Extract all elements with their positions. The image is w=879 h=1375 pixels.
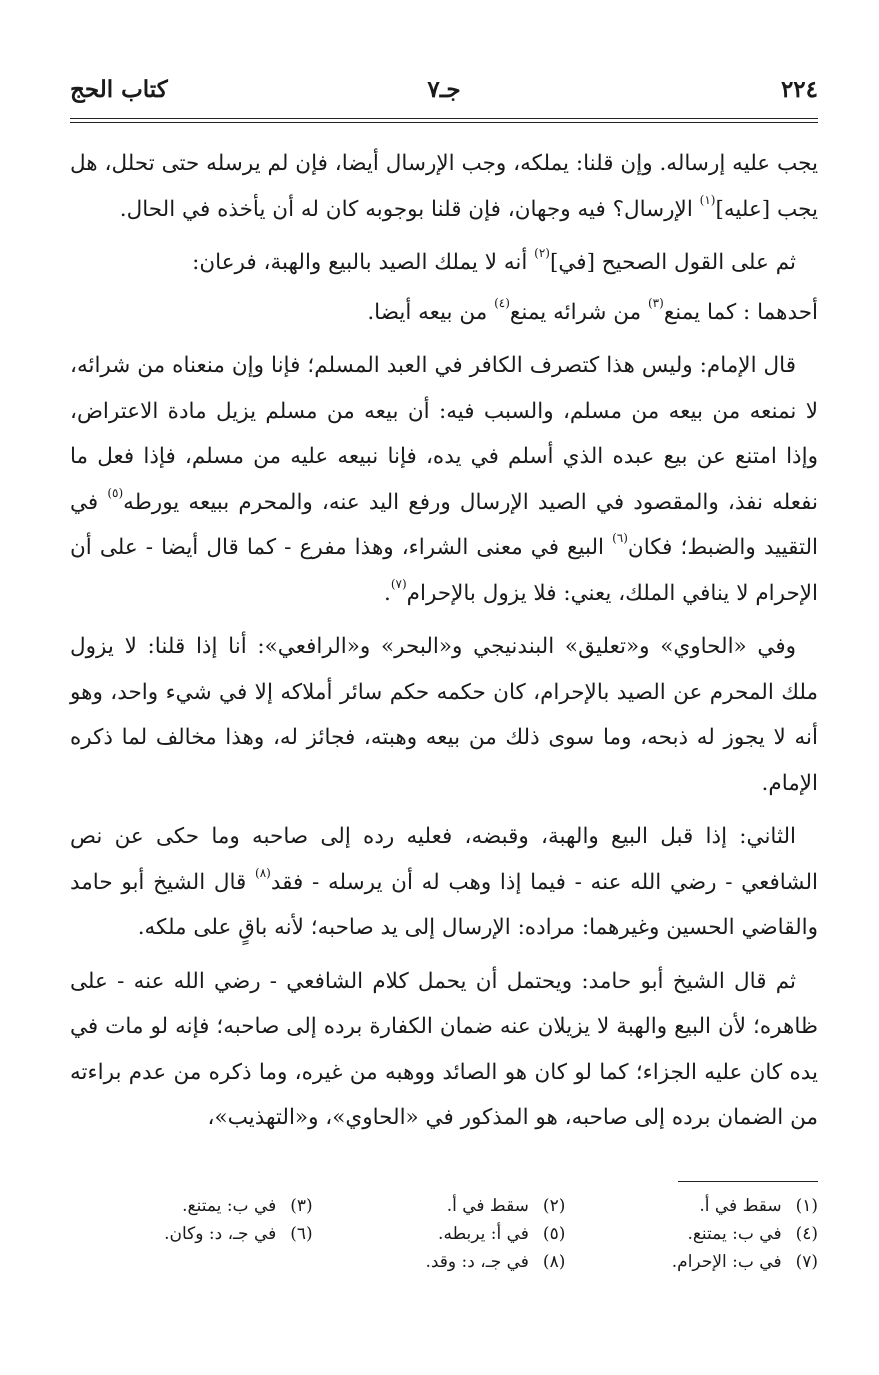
footnote-text: في ب: الإحرام. (671, 1251, 782, 1272)
footnote-marker: (٨) (255, 865, 271, 880)
text-run: في التقييد والضبط؛ فكان (70, 489, 818, 560)
text-run: أنه لا يملك الصيد بالبيع والهبة، فرعان: (192, 250, 535, 275)
paragraph (70, 343, 818, 616)
footnote-text: سقط في أ. (446, 1195, 529, 1216)
text-run: من شرائه يمنع (509, 299, 648, 325)
text-run: من بيعه أيضا. (367, 299, 495, 325)
footnote-text: في جـ، د: وقد. (425, 1251, 529, 1272)
footnote-marker: (٧) (390, 576, 407, 591)
text-run: قال الإمام: وليس هذا كتصرف الكافر في العبد المسلم؛ فإنا وإن منعناه من شرائه، لا نمنعه من بيعه من مسلم، والسبب فيه: أن بيعه من مسلم يزيل مادة الاعتراض، وإذا امتنع عن بيع عبده الذي أسلم في يده، فإنا نبيعه عليه من مسلم، فإذا فعل ما نفعله نفذ، والمقصود في الصيد الإرسال ورفع اليد عنه، والمحرم ببيعه يورطه (70, 353, 818, 515)
footnotes (70, 1192, 818, 1276)
paragraph (70, 814, 818, 951)
footnote-marker: (٣) (647, 295, 664, 310)
footnote-number: (٣) (290, 1195, 313, 1216)
footnote-marker: (٤) (494, 295, 510, 310)
text-run: وفي «الحاوي» و«تعليق» البندنيجي و«البحر» و«الرافعي»: أنا إذا قلنا: لا يزول ملك المحرم عن الصيد بالإحرام، كان حكمه حكم سائر أملاكه إلا في شيء واحد، وهو أنه لا يجوز له ذبحه، وما سوى ذلك من بيعه وهبته، فجائز له، وهذا مخالف لما ذكره الإمام. (70, 634, 818, 796)
header-rule (70, 118, 818, 123)
footnote-text: في ب: يمتنع. (182, 1195, 277, 1216)
text-run: أحدهما : كما يمنع (663, 299, 818, 325)
volume-label: جـ٧ (427, 76, 461, 103)
text-run: قال الشيخ أبو حامد والقاضي الحسين وغيرهما: مراده: الإرسال إلى يد صاحبه؛ لأنه باقٍ على ملكه. (70, 869, 818, 940)
footnote-number: (٥) (542, 1223, 566, 1244)
paragraph (70, 240, 818, 286)
text-run: البيع في معنى الشراء، وهذا مفرع - كما قال أيضا - على أن الإحرام لا ينافي الملك، يعني: فلا يزول بالإحرام (70, 535, 818, 606)
footnote-item (70, 1220, 313, 1248)
text-run: ثم قال الشيخ أبو حامد: ويحتمل أن يحمل كلام الشافعي - رضي الله عنه - على ظاهره؛ لأن البيع والهبة لا يزيلان عنه ضمان الكفارة برده إلى صاحبه؛ فإنه لو مات في يده كان عليه الجزاء؛ كما لو كان هو الصائد ووهبه من غيره، وما ذكره من عدم براءته من الضمان برده إلى صاحبه، هو المذكور في «الحاوي»، و«التهذيب»، (70, 968, 818, 1130)
footnote-number: (٨) (542, 1251, 566, 1272)
paragraph (70, 290, 818, 336)
page-number: ٢٢٤ (780, 76, 818, 103)
footnote-number: (٧) (795, 1251, 818, 1272)
footnote-number: (٢) (542, 1195, 566, 1216)
footnote-text: سقط في أ. (699, 1195, 782, 1216)
text-run: . (384, 580, 391, 606)
footnote-item (323, 1220, 566, 1248)
text-run: يجب عليه إرساله. وإن قلنا: يملكه، وجب الإرسال أيضا، فإن لم يرسله حتى تحلل، هل يجب [عليه] (70, 151, 818, 222)
running-header (70, 70, 818, 110)
footnote-item (575, 1220, 818, 1248)
paragraph (70, 141, 818, 232)
footnote-text: في أ: يربطه. (438, 1223, 529, 1244)
footnote-marker: (٦) (612, 531, 628, 545)
text-run: الإرسال؟ فيه وجهان، فإن قلنا بوجوبه كان له أن يأخذه في الحال. (119, 196, 700, 222)
main-text (70, 141, 818, 1141)
footnote-number: (٤) (795, 1223, 818, 1244)
text-run: الثاني: إذا قبل البيع والهبة، وقبضه، فعليه رده إلى صاحبه وما حكى عن نص الشافعي - رضي الله عنه - فيما إذا وهب له أن يرسله - فقد (70, 824, 818, 895)
book-page (70, 70, 818, 1276)
footnote-item (575, 1248, 818, 1276)
footnote-item (575, 1192, 818, 1220)
footnote-rule (678, 1181, 818, 1182)
footnote-number: (١) (795, 1195, 818, 1216)
text-run: ثم على القول الصحيح [في] (549, 250, 796, 275)
footnote-number: (٦) (290, 1223, 313, 1244)
footnote-text: في ب: يمتنع. (687, 1223, 782, 1244)
footnote-item (323, 1192, 566, 1220)
footnote-marker: (١) (699, 192, 716, 207)
book-title: كتاب الحج (70, 76, 168, 103)
footnote-item (70, 1192, 313, 1220)
footnote-marker: (٥) (107, 485, 124, 500)
footnote-marker: (٢) (534, 246, 550, 260)
paragraph (70, 959, 818, 1141)
footnote-text: في جـ، د: وكان. (164, 1223, 277, 1244)
paragraph (70, 624, 818, 806)
footnote-item (323, 1248, 566, 1276)
